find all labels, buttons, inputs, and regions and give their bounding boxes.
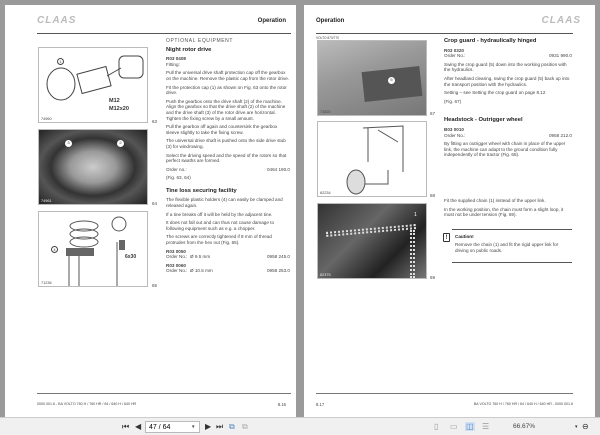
caution-text: Remove the chain (1) and fit the rigid upper link for driving on public roads. (455, 242, 559, 253)
order-value: 0464 190.0 (267, 166, 290, 172)
figure-64 (38, 129, 148, 205)
figure-reference: (Fig. 63, 64) (166, 175, 191, 181)
zoom-out-icon[interactable]: ⊖ (582, 422, 589, 431)
callout-2: 2 (117, 140, 124, 147)
paragraph: Select the driving speed and the speed of the rotors so that perfect swaths are formed. (166, 152, 287, 164)
paragraph: Pull the gearbox off again and countersink the gearbox sleeve slightly to take the fixing screw. (166, 124, 278, 135)
footer-text: 0000 001.6 - BA VOLTO 760 H / 760 HR / 64 / 640 H / 640 HR (37, 402, 137, 406)
order-value: 0958 212.0 (549, 132, 572, 138)
figure-reference: (Fig. 67) (444, 98, 462, 104)
figure-caption: VOLTO 870/770 (316, 36, 339, 40)
order-row (166, 167, 290, 173)
claas-logo: CLAAS (541, 15, 581, 26)
claas-logo: CLAAS (37, 15, 77, 26)
figure-65 (38, 211, 148, 287)
single-page-icon[interactable]: ▯ (434, 422, 439, 431)
footer-divider (316, 393, 573, 394)
figure-id: 71236 (41, 281, 52, 285)
order-label: Order No.: (444, 53, 466, 59)
part-code: R03 0408 (166, 56, 186, 62)
right-text-column (444, 39, 572, 221)
figure-68 (317, 121, 427, 197)
crop-guard-shape (362, 66, 423, 102)
paragraph: In the working position, the chain must form a slight loop, it must not be under tension (Fig. 69). (444, 206, 564, 218)
first-page-icon[interactable]: ⏮ (122, 422, 130, 431)
chain-shape (410, 230, 415, 278)
figure-63 (38, 47, 148, 123)
heading-tine-loss: Tine loss securing facility (166, 187, 237, 194)
heading-night-rotor-drive: Night rotor drive (166, 46, 212, 53)
size: Ø 10.5 mm (190, 268, 213, 274)
figure-69 (317, 203, 427, 279)
order-label: Order no.: (166, 166, 187, 172)
figure-number: 67 (430, 111, 436, 116)
section-title: Operation (257, 18, 286, 24)
outrigger-wheel-drawing (318, 122, 427, 197)
part-code: B03 0010 (444, 126, 464, 132)
part-code: R03 0320 (444, 47, 464, 53)
figure-id: 71520 (320, 110, 331, 114)
zoom-dropdown-icon[interactable]: ▾ (575, 424, 578, 430)
callout-6x30: 6x30 (125, 254, 137, 260)
scroll-icon[interactable]: ☰ (482, 422, 490, 431)
section-title: Operation (316, 18, 345, 24)
order-value: 0958 245.0 (267, 254, 290, 260)
paragraph: If a tine breaks off it will be held by the adjacent tine. (166, 211, 273, 217)
figure-number: 63 (152, 119, 158, 124)
paragraph: Push the gearbox onto the drive shaft (2) of the machine. Align the gearbox so that the drive shaft (2) of the machine and the drive shaft (3) of the rotor drive are horizontal. Tighten the fixing screw by a small amount. (166, 98, 286, 121)
callout-m12x20: M12x20 (109, 106, 129, 112)
figure-number: 69 (430, 275, 436, 280)
callout-3: 3 (65, 140, 72, 147)
footer-divider (37, 393, 291, 394)
page-number: 8.17 (316, 402, 325, 407)
zoom-level[interactable]: 66.67% (513, 423, 536, 430)
part-code: R03 0050 (166, 248, 186, 254)
heading-crop-guard: Crop guard - hydraulically hinged (444, 38, 537, 44)
order-row (166, 268, 290, 274)
gearbox-drawing (39, 48, 148, 123)
left-page (5, 5, 296, 417)
paragraph: The universal drive shaft is pushed onto the side drive stub (3) for windrowing. (166, 138, 286, 149)
caution-box (445, 229, 572, 263)
figure-67 (317, 40, 427, 116)
paragraph: After headland clearing, swing the crop guard (5) back up into the transport position with the hydraulics. (444, 75, 570, 87)
paragraph: The screws are correctly tightened if 8 mm of thread protrudes from the hex nut (Fig. 65). (166, 234, 272, 246)
figure-number: 68 (430, 193, 436, 198)
part-code: R03 0060 (166, 262, 186, 268)
order-label: Order No.: (166, 254, 188, 260)
order-value: 0931 990.0 (549, 53, 572, 59)
warning-icon: ! (443, 233, 450, 242)
paragraph: Swing the crop guard (5) down into the working position with the hydraulics. (444, 61, 567, 73)
order-label: Order No.: (166, 268, 188, 274)
callout-1: 1 (414, 212, 417, 218)
right-page (304, 5, 595, 417)
callout-5: 5 (388, 77, 395, 84)
order-label: Order No.: (444, 132, 466, 138)
page-number: 8.16 (277, 402, 286, 407)
copy-icon[interactable]: ⧉ (242, 422, 248, 431)
paragraph: By fitting an outrigger wheel with chain in place of the upper link, the machine can adapt to the ground condition fully independently of the tractor (Fig. 68). (444, 141, 566, 158)
fitting-label: Fitting: (166, 61, 180, 67)
callout-4: 4 (51, 246, 58, 253)
order-row (444, 53, 572, 59)
page-dropdown-icon[interactable]: ▾ (192, 424, 195, 430)
two-page-icon[interactable]: ◫ (466, 422, 474, 431)
figure-number: 64 (152, 201, 158, 206)
order-row (166, 254, 290, 260)
left-text-column (166, 39, 290, 277)
category-heading: OPTIONAL EQUIPMENT (166, 38, 234, 44)
size: Ø 9.5 mm (190, 254, 211, 260)
order-value: 0958 253.0 (267, 268, 290, 274)
paragraph: Fit the supplied chain (1) instead of the upper link. (444, 197, 546, 203)
figure-id: 74960 (41, 117, 52, 121)
paragraph: The flexible plastic holders (4) can easily be clamped and released again. (166, 197, 283, 209)
caution-title: Caution! (455, 234, 474, 239)
figure-number: 65 (152, 283, 158, 288)
footer-text: BA VOLTO 760 H / 760 HR / 64 / 640 H / 640 HR - 0000 001.6 (473, 402, 573, 406)
figure-id: 62375 (320, 273, 331, 277)
figure-id: 74961 (41, 199, 52, 203)
callout-1: 1 (57, 58, 64, 65)
prev-page-icon[interactable]: ◀ (135, 422, 142, 431)
viewer-toolbar (0, 417, 600, 435)
paragraph: It does not fall out and can thus not cause damage to following equipment such as e.g. a chopper. (166, 220, 275, 231)
next-page-icon[interactable]: ▶ (205, 422, 212, 431)
paragraph: Fit the protection cap (1) as shown on Fig. 63 onto the rotor drive. (166, 84, 287, 96)
rotate-icon[interactable]: ⧉ (229, 422, 235, 431)
figure-id: 62234 (320, 191, 331, 195)
continuous-icon[interactable]: ▭ (450, 422, 458, 431)
paragraph: Pull the universal drive shaft protection cap off the gearbox on the machine. Remove the plastic cap from the rotor drive. (166, 70, 290, 81)
setting-reference: Setting – see Setting the crop guard on page 8.12 (444, 90, 546, 96)
header-divider (37, 33, 291, 34)
callout-m12: M12 (109, 98, 120, 104)
order-row (444, 133, 572, 139)
last-page-icon[interactable]: ⏭ (216, 422, 224, 431)
heading-outrigger-wheel: Headstock - Outrigger wheel (444, 117, 523, 124)
header-divider (316, 33, 573, 34)
chain-shape (326, 224, 416, 237)
